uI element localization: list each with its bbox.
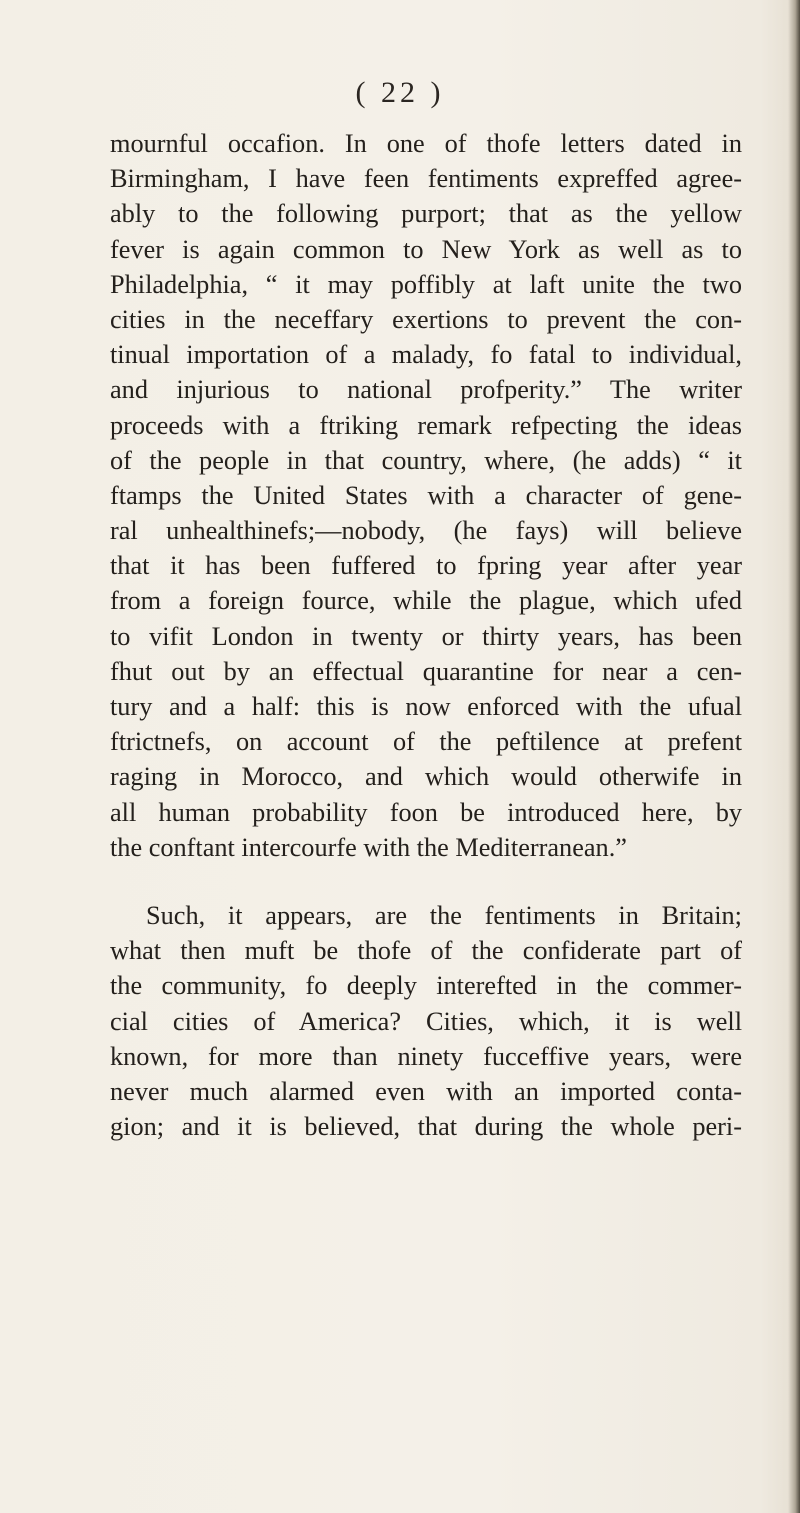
text-line: that it has been fuffered to fpring year after year [110, 551, 742, 581]
text-line: to vifit London in twenty or thirty years, has been [110, 621, 742, 651]
text-line: ral unhealthinefs;—nobody, (he fays) will believe [110, 516, 742, 546]
text-line: tury and a half: this is now enforced with the ufual [110, 692, 742, 721]
text-line: the community, fo deeply interefted in the commer- [110, 971, 742, 1001]
text-line: fever is again common to New York as well as to [110, 234, 742, 264]
text-line: Such, it appears, are the fentiments in Britain; [146, 900, 742, 930]
text-line: ftamps the United States with a character of gene- [110, 480, 742, 510]
text-line: Birmingham, I have feen fentiments expreffed agree- [110, 164, 742, 194]
text-line: gion; and it is believed, that during the whole peri- [110, 1112, 742, 1142]
text-line: cities in the neceffary exertions to prevent the con- [110, 304, 742, 334]
page-number: ( 22 ) [355, 76, 445, 109]
text-line: ably to the following purport; that as the yellow [110, 199, 742, 229]
text-line: ftrictnefs, on account of the peftilence at prefent [110, 727, 742, 757]
paragraph-2 [110, 898, 742, 1144]
text-line: the conftant intercourfe with the Mediterranean.” [110, 832, 627, 862]
text-line: never much alarmed even with an imported conta- [110, 1076, 742, 1106]
page-edge-shadow [788, 0, 800, 1513]
text-line: what then muft be thofe of the confiderate part of [110, 936, 742, 966]
paragraph-1 [110, 126, 742, 865]
text-line: mournful occafion. In one of thofe letters dated in [110, 129, 742, 158]
text-line: of the people in that country, where, (he adds) “ it [110, 445, 742, 475]
text-line: and injurious to national profperity.” The writer [110, 375, 742, 405]
text-line: proceeds with a ftriking remark refpecting the ideas [110, 410, 742, 440]
body-text [110, 126, 742, 1144]
text-line: tinual importation of a malady, fo fatal to individual, [110, 340, 742, 370]
text-line: all human probability foon be introduced here, by [110, 797, 742, 827]
text-line: known, for more than ninety fucceffive years, were [110, 1041, 742, 1071]
text-line: fhut out by an effectual quarantine for near a cen- [110, 656, 742, 686]
text-line: cial cities of America? Cities, which, it is well [110, 1006, 742, 1036]
text-line: from a foreign fource, while the plague, which ufed [110, 586, 742, 616]
text-line: raging in Morocco, and which would otherwife in [110, 762, 742, 792]
text-line: Philadelphia, “ it may poffibly at laft unite the two [110, 269, 742, 299]
paragraph-gap [110, 865, 742, 898]
